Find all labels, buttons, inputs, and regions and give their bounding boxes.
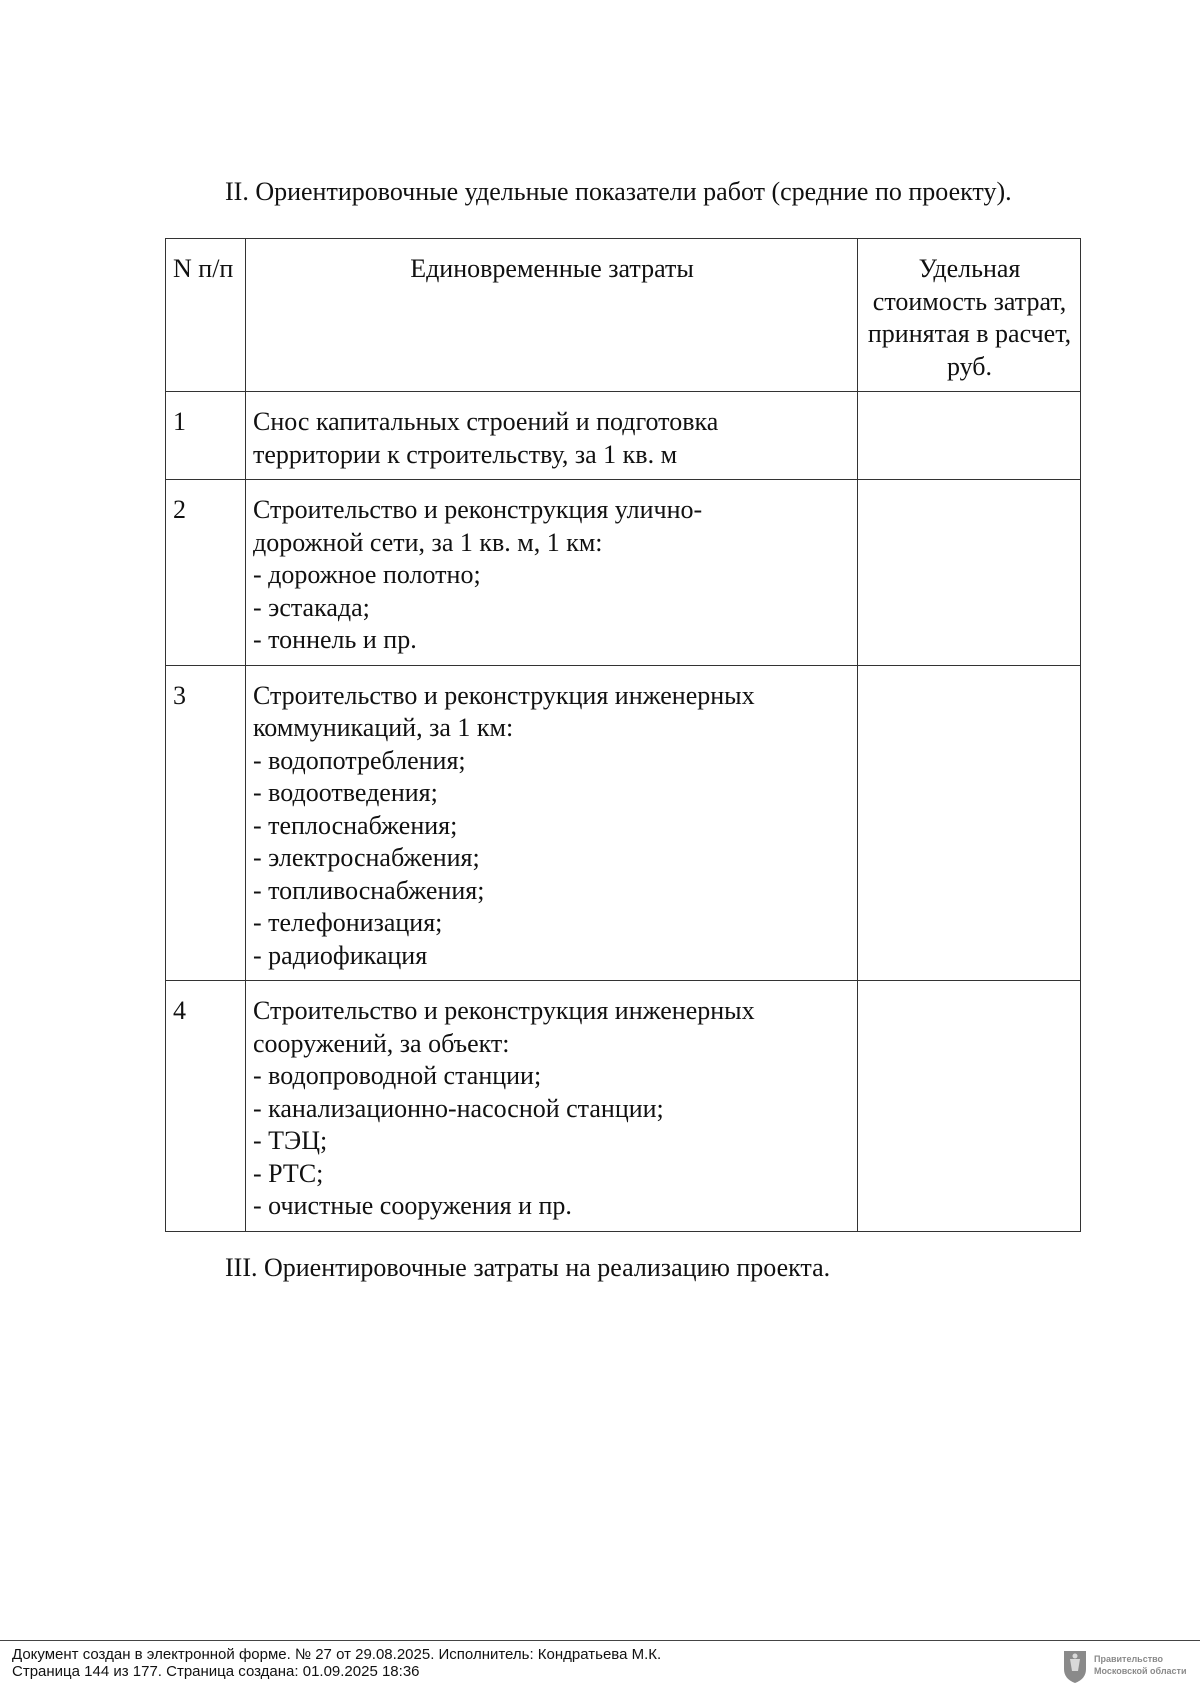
row-description-line: территории к строительству, за 1 кв. м <box>253 439 678 469</box>
table-body <box>166 392 1081 1232</box>
row-description-line: - топливоснабжения; <box>253 875 485 905</box>
row-number: 1 <box>166 392 246 480</box>
header-unit-cost-line: Удельная <box>918 254 1021 283</box>
row-description-line: дорожной сети, за 1 кв. м, 1 км: <box>253 527 603 557</box>
row-description-line: - водопроводной станции; <box>253 1061 542 1090</box>
row-description <box>246 981 858 1232</box>
row-description <box>246 480 858 666</box>
header-unit-cost-line: в расчет, руб. <box>946 319 1072 381</box>
row-description-line: - тоннель и пр. <box>253 625 417 654</box>
cost-table <box>165 238 1081 1232</box>
section-2-heading: II. Ориентировочные удельные показатели работ (средние по проекту). <box>225 177 1012 206</box>
row-description-line: - ТЭЦ; <box>253 1126 328 1155</box>
row-description-line: Строительство и реконструкция улично- <box>253 495 703 524</box>
header-unit-cost-line: стоимость <box>872 286 988 316</box>
header-unit-cost <box>858 239 1081 392</box>
row-description-line: - водоотведения; <box>253 778 438 807</box>
row-description-line: - эстакада; <box>253 592 370 622</box>
row-number: 3 <box>166 665 246 981</box>
table-row <box>166 392 1081 480</box>
row-description <box>246 665 858 981</box>
row-description-line: - электроснабжения; <box>253 843 480 872</box>
row-description-line: - дорожное полотно; <box>253 560 481 589</box>
row-description-line: коммуникаций, за 1 км: <box>253 713 514 742</box>
row-description-line: - очистные сооружения и пр. <box>253 1191 572 1220</box>
document-footer <box>0 1640 1200 1680</box>
footer-line-page: Страница 144 из 177. Страница создана: 01.09.2025 18:36 <box>12 1663 420 1680</box>
row-description-line: сооружений, за объект: <box>253 1028 510 1058</box>
row-description-line: - теплоснабжения; <box>253 810 458 840</box>
row-description-line: Строительство и реконструкция инженерных <box>253 996 755 1025</box>
row-description-line: - РТС; <box>253 1158 324 1188</box>
row-description-line: - водопотребления; <box>253 745 466 775</box>
logo-text-line: Правительство <box>1094 1654 1164 1664</box>
header-unit-cost-line: затрат, принятая <box>867 286 1067 348</box>
row-unit-cost <box>858 480 1081 666</box>
logo-text-line: Московской области <box>1094 1666 1187 1676</box>
row-description-line: - радиофикация <box>253 940 428 970</box>
row-unit-cost <box>858 665 1081 981</box>
header-costs-name: Единовременные затраты <box>246 239 858 392</box>
footer-text <box>12 1646 661 1680</box>
row-number: 2 <box>166 480 246 666</box>
row-description-line: Снос капитальных строений и подготовка <box>253 407 719 436</box>
row-unit-cost <box>858 981 1081 1232</box>
row-description-line: - канализационно-насосной станции; <box>253 1093 664 1123</box>
row-description <box>246 392 858 480</box>
table-row <box>166 480 1081 666</box>
section-3-heading: III. Ориентировочные затраты на реализацию проекта. <box>225 1253 831 1282</box>
row-description-line: Строительство и реконструкция инженерных <box>253 680 755 710</box>
table-header-row <box>166 239 1081 392</box>
coat-of-arms-icon <box>1060 1645 1196 1685</box>
row-unit-cost <box>858 392 1081 480</box>
header-number: N п/п <box>166 239 246 392</box>
row-description-line: - телефонизация; <box>253 908 443 937</box>
table-row <box>166 981 1081 1232</box>
footer-line-document: Документ создан в электронной форме. № 27 от 29.08.2025. Исполнитель: Кондратьева М.К. <box>12 1646 662 1663</box>
row-number: 4 <box>166 981 246 1232</box>
table-row <box>166 665 1081 981</box>
